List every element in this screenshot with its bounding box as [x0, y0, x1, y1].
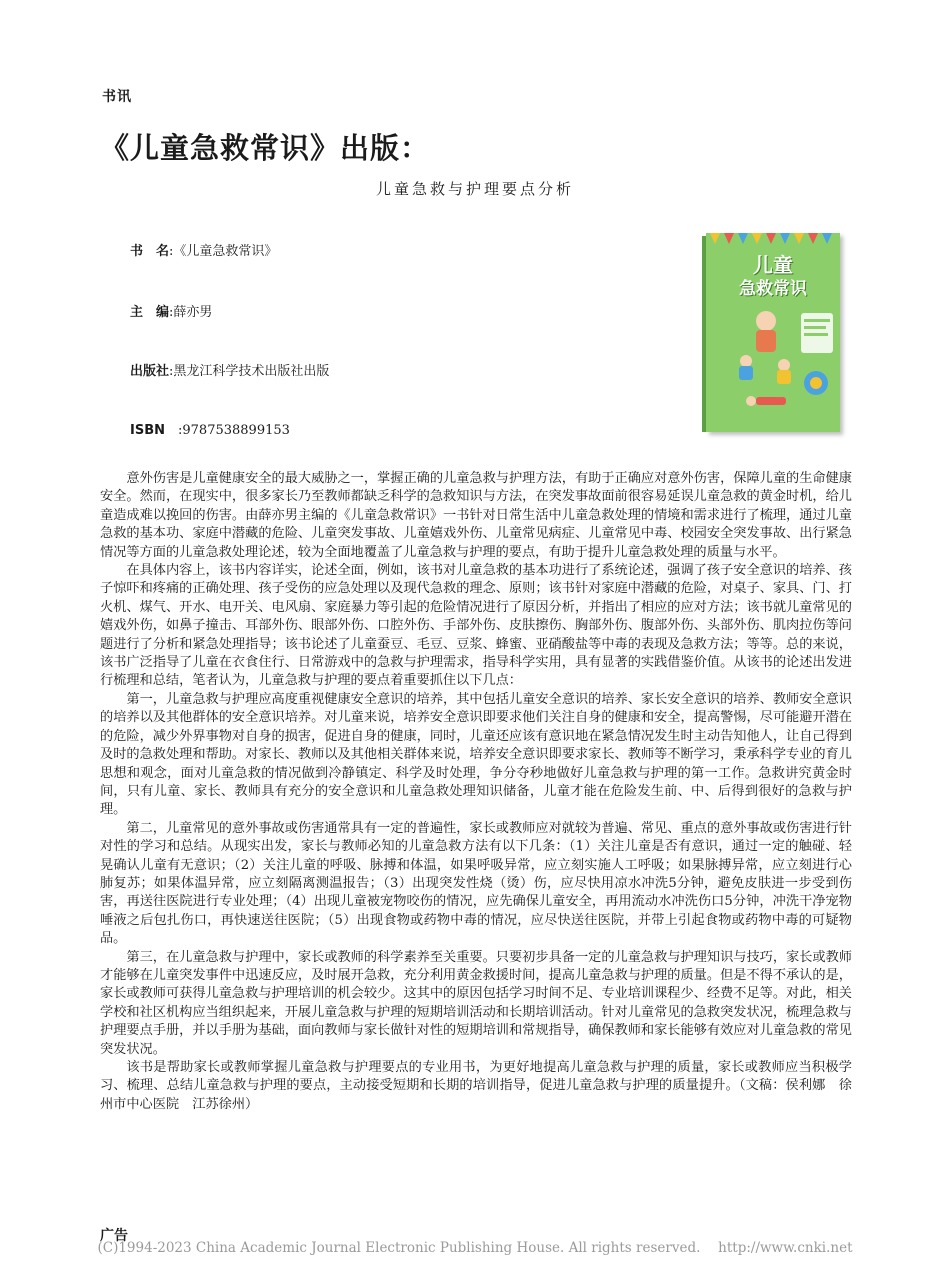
info-book-label: 书 名: [130, 244, 170, 259]
info-book-name: 书 名:《儿童急救常识》: [130, 244, 278, 259]
copyright-footer: (C)1994-2023 China Academic Journal Electronic Publishing House. All rights reserved. http://www.cnki.net: [97, 1240, 853, 1256]
info-isbn-label: ISBN: [130, 423, 165, 438]
info-editor: 主 编:薛亦男: [130, 305, 213, 320]
paragraph: 第一，儿童急救与护理应高度重视健康安全意识的培养，其中包括儿童安全意识的培养、家长安全意识的培养、教师安全意识的培养以及其他群体的安全意识培养。对儿童来说，培养安全意识即要求他们关注自身的健康和安全，提高警惕，尽可能避开潜在的危险，减少外界事物对自身的损害，促进自身的健康，同时，儿童还应该有意识地在紧急情况发生时主动告知他人，让自己得到及时的急救处理和帮助。对家长、教师以及其他相关群体来说，培养安全意识即要求家长、教师等不断学习，秉承科学专业的育儿思想和观念，面对儿童急救的情况做到冷静镇定、科学及时处理，争分夺秒地做好儿童急救与护理的第一工作。急救讲究黄金时间，只有儿童、家长、教师具有充分的安全意识和儿童急救处理知识储备，儿童才能在危险发生前、中、后得到很好的急救与护理。: [100, 691, 852, 818]
book-cover-image: [706, 233, 840, 432]
info-isbn: ISBN :9787538899153: [130, 423, 290, 438]
info-editor-label: 主 编: [130, 305, 170, 320]
cover-title-line1: 儿童: [753, 253, 793, 277]
paragraph: 该书是帮助家长或教师掌握儿童急救与护理要点的专业用书，为更好地提高儿童急救与护理的质量，家长或教师应当积极学习、梳理、总结儿童急救与护理的要点，主动接受短期和长期的培训指导，促进儿童急救与护理的质量提升。（文稿：侯利娜 徐州市中心医院 江苏徐州）: [100, 1060, 852, 1112]
ad-label: 广告: [100, 1228, 128, 1244]
info-isbn-value: 9787538899153: [182, 423, 290, 438]
info-publisher-label: 出版社: [130, 364, 170, 379]
paragraph: 第三，在儿童急救与护理中，家长或教师的科学素养至关重要。只要初步具备一定的儿童急救与护理知识与技巧，家长或教师才能够在儿童突发事件中迅速反应，及时展开急救，充分利用黄金救援时间，提高儿童急救与护理的质量。但是不得不承认的是，家长或教师可获得儿童急救与护理培训的机会较少。这其中的原因包括学习时间不足、专业培训课程少、经费不足等。对此，相关学校和社区机构应当组织起来，开展儿童急救与护理的短期培训活动和长期培训活动。针对儿童常见的急救突发状况，梳理急救与护理要点手册，并以手册为基础，面向教师与家长做针对性的短期培训和常规指导，确保教师和家长能够有效应对儿童急救的常见突发状况。: [100, 949, 852, 1057]
info-book-value: 《儿童急救常识》: [173, 244, 278, 259]
info-publisher: 出版社:黑龙江科学技术出版社出版: [130, 364, 330, 379]
paragraph: 意外伤害是儿童健康安全的最大威胁之一，掌握正确的儿童急救与护理方法，有助于正确应对意外伤害，保障儿童的生命健康安全。然而，在现实中，很多家长乃至教师都缺乏科学的急救知识与方法，在突发事故面前很容易延误儿童急救的黄金时机，给儿童造成难以挽回的伤害。由薛亦男主编的《儿童急救常识》一书针对日常生活中儿童急救处理的情境和需求进行了梳理，通过儿童急救的基本功、家庭中潜藏的危险、儿童突发事故、儿童嬉戏外伤、儿童常见病症、儿童常见中毒、校园安全突发事故、出行紧急情况等方面的儿童急救处理论述，较为全面地覆盖了儿童急救与护理的要点，有助于提升儿童急救处理的质量与水平。: [100, 471, 852, 560]
cover-illustration: [706, 233, 840, 432]
paragraph: 在具体内容上，该书内容详实，论述全面，例如，该书对儿童急救的基本功进行了系统论述，强调了孩子安全意识的培养、孩子惊吓和疼痛的正确处理、孩子受伤的应急处理以及现代急救的理念、原则；该书针对家庭中潜藏的危险，对桌子、家具、门、打火机、煤气、开水、电开关、电风扇、家庭暴力等引起的危险情况进行了原因分析，并指出了相应的应对方法；该书就儿童常见的嬉戏外伤，如鼻子撞击、耳部外伤、眼部外伤、口腔外伤、手部外伤、皮肤擦伤、胸部外伤、腹部外伤、头部外伤、肌肉拉伤等问题进行了分析和紧急处理指导；该书论述了儿童蚕豆、毛豆、豆浆、蜂蜜、亚硝酸盐等中毒的表现及急救方法；等等。总的来说，该书广泛指导了儿童在衣食住行、日常游戏中的急救与护理需求，指导科学实用，具有显著的实践借鉴价值。从该书的论述出发进行梳理和总结，笔者认为，儿童急救与护理的要点着重要抓住以下几点：: [100, 563, 852, 689]
info-publisher-value: 黑龙江科学技术出版社出版: [173, 364, 330, 379]
info-editor-value: 薛亦男: [173, 305, 213, 320]
article-subtitle: 儿童急救与护理要点分析: [375, 180, 574, 198]
article-title: 《儿童急救常识》出版：: [100, 131, 431, 165]
paragraph: 第二，儿童常见的意外事故或伤害通常具有一定的普遍性，家长或教师应对就较为普遍、常见、重点的意外事故或伤害进行针对性的学习和总结。从现实出发，家长与教师必知的儿童急救方法有以下几条：（1）关注儿童是否有意识，通过一定的触碰、轻晃确认儿童有无意识；（2）关注儿童的呼吸、脉搏和体温，如果呼吸异常，应立刻实施人工呼吸；如果脉搏异常，应立刻进行心肺复苏；如果体温异常，应立刻隔离测温报告；（3）出现突发性烧（烫）伤，应尽快用凉水冲洗5分钟，避免皮肤进一步受到伤害，再送往医院进行专业处理；（4）出现儿童被宠物咬伤的情况，应先确保儿童安全，再用流动水冲洗伤口5分钟，冲洗干净宠物唾液之后包扎伤口，再快速送往医院；（5）出现食物或药物中毒的情况，应尽快送往医院，并带上引起食物或药物中毒的可疑物品。: [100, 820, 852, 947]
cover-title-line2: 急救常识: [739, 279, 807, 299]
article-body: [100, 470, 852, 1114]
section-tag: 书讯: [102, 89, 132, 105]
